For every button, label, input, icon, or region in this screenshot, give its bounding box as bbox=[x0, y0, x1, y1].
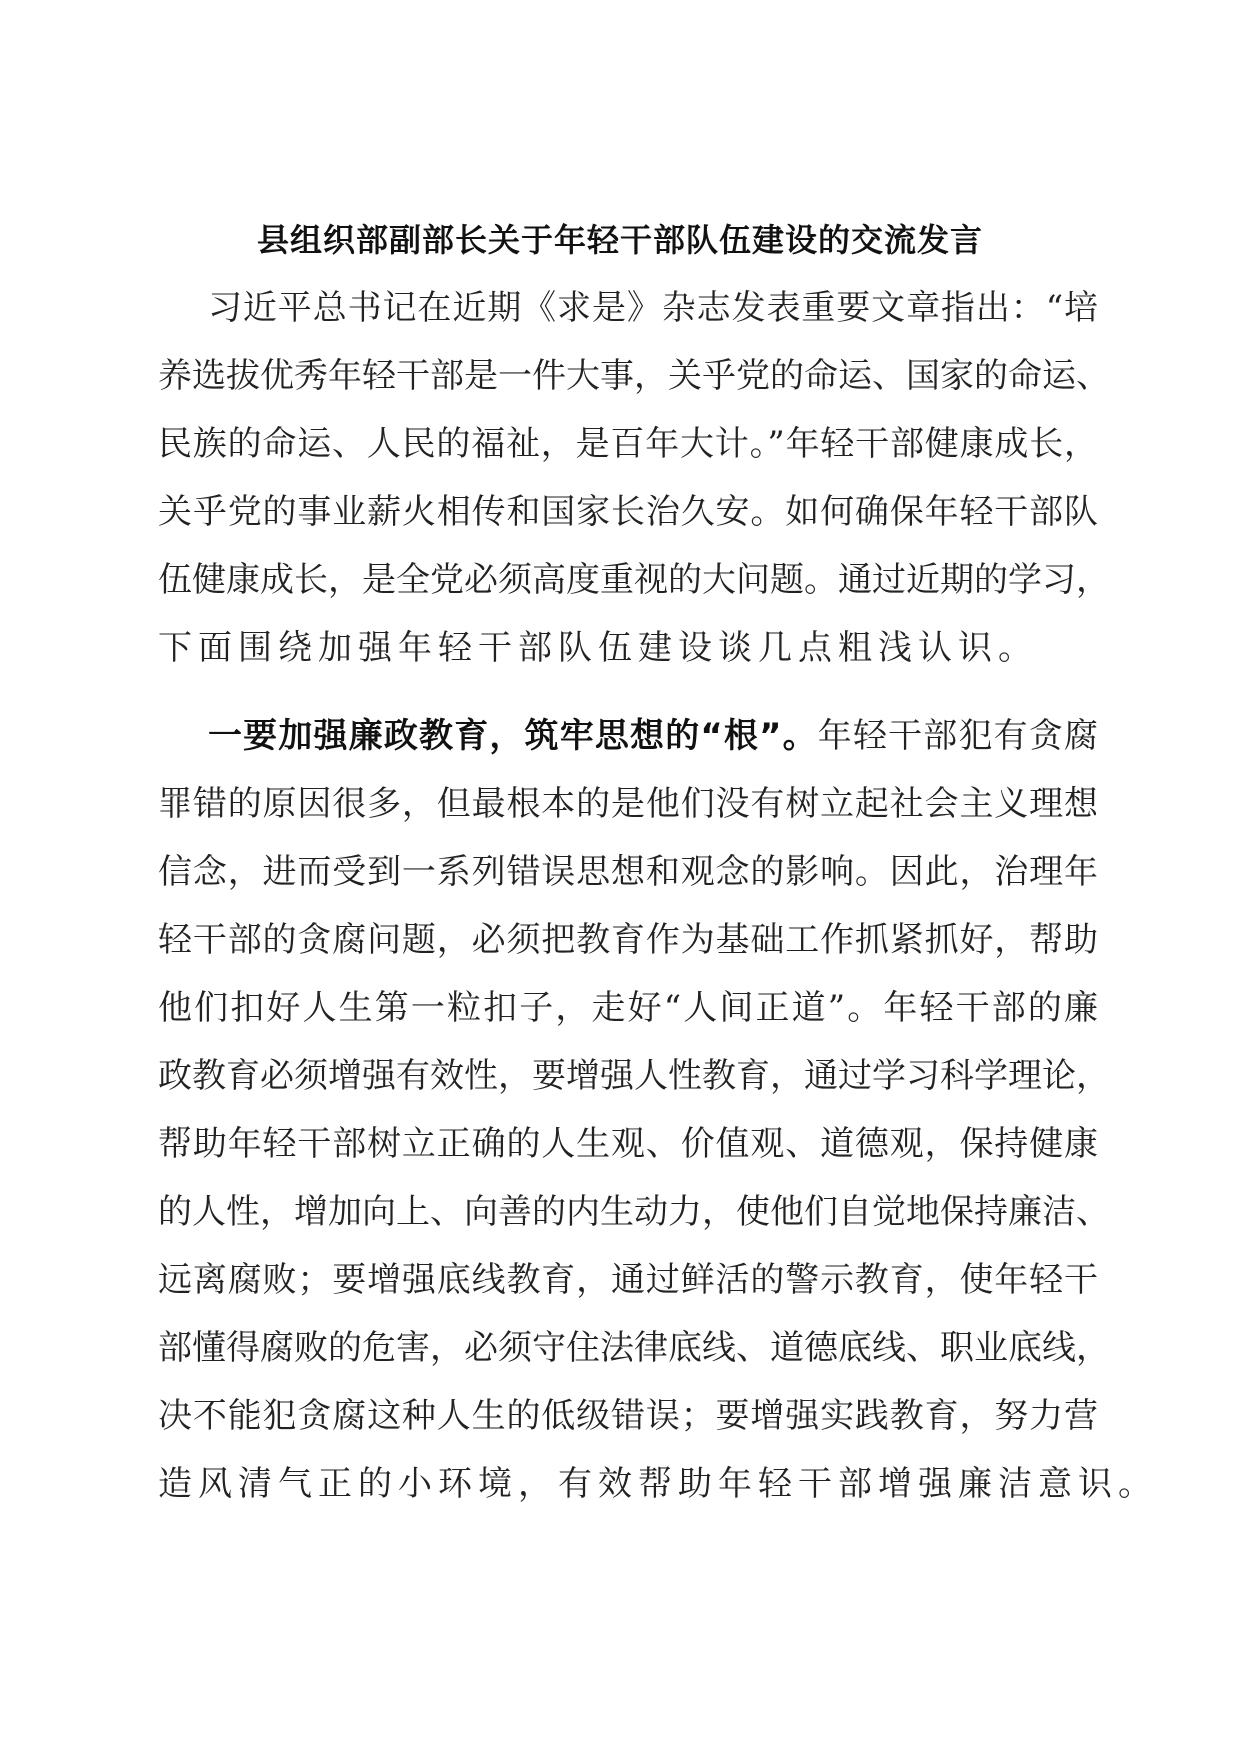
paragraph-2-lead-heading: 一要加强廉政教育，筑牢思想的“根”。 bbox=[208, 716, 818, 756]
paragraph-1-line: 习近平总书记在近期《求是》杂志发表重要文章指出：“培 bbox=[208, 288, 1098, 328]
document-title: 县组织部副部长关于年轻干部队伍建设的交流发言 bbox=[256, 221, 983, 259]
paragraph-2-line: 决不能犯贪腐这种人生的低级错误；要增强实践教育，努力营 bbox=[158, 1396, 1098, 1436]
paragraph-2-line: 政教育必须增强有效性，要增强人性教育，通过学习科学理论， bbox=[158, 1056, 1110, 1096]
paragraph-2-line: 帮助年轻干部树立正确的人生观、价值观、道德观，保持健康 bbox=[158, 1124, 1098, 1164]
paragraph-2-line: 罪错的原因很多，但最根本的是他们没有树立起社会主义理想 bbox=[158, 784, 1098, 824]
paragraph-2-line: 信念，进而受到一系列错误思想和观念的影响。因此，治理年 bbox=[158, 852, 1098, 892]
paragraph-1-line: 伍健康成长，是全党必须高度重视的大问题。通过近期的学习， bbox=[158, 560, 1110, 600]
paragraph-2-line: 轻干部的贪腐问题，必须把教育作为基础工作抓紧抓好，帮助 bbox=[158, 920, 1098, 960]
paragraph-2-line: 他们扣好人生第一粒扣子，走好“人间正道”。年轻干部的廉 bbox=[158, 988, 1098, 1028]
paragraph-1-line: 下面围绕加强年轻干部队伍建设谈几点粗浅认识。 bbox=[158, 628, 1038, 668]
paragraph-1-line: 民族的命运、人民的福祉，是百年大计。”年轻干部健康成长， bbox=[158, 424, 1098, 464]
paragraph-2-first-rest: 年轻干部犯有贪腐 bbox=[817, 716, 1098, 756]
paragraph-2-line: 的人性，增加向上、向善的内生动力，使他们自觉地保持廉洁、 bbox=[158, 1192, 1110, 1232]
paragraph-2-line: 造风清气正的小环境，有效帮助年轻干部增强廉洁意识。 bbox=[158, 1464, 1158, 1504]
paragraph-2-first-line bbox=[208, 716, 1098, 784]
paragraph-2-line: 部懂得腐败的危害，必须守住法律底线、道德底线、职业底线， bbox=[158, 1328, 1110, 1368]
paragraph-2-line: 远离腐败；要增强底线教育，通过鲜活的警示教育，使年轻干 bbox=[158, 1260, 1098, 1300]
paragraph-1-line: 关乎党的事业薪火相传和国家长治久安。如何确保年轻干部队 bbox=[158, 492, 1098, 532]
paragraph-1-line: 养选拔优秀年轻干部是一件大事，关乎党的命运、国家的命运、 bbox=[158, 356, 1110, 396]
